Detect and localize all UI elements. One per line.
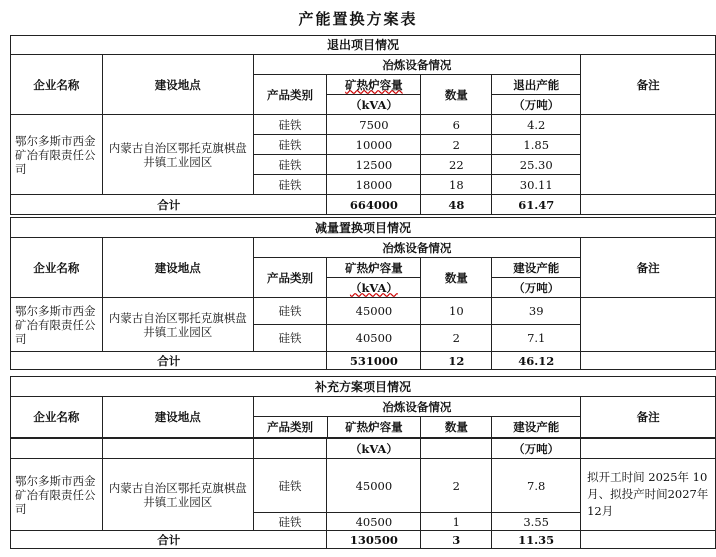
product-cell: 硅铁 [253,175,327,195]
kva-cell: 10000 [327,135,421,155]
section-title: 补充方案项目情况 [11,377,716,397]
remark-cell [581,298,716,352]
empty-cell [102,439,253,459]
equipment-header: 冶炼设备情况 [253,397,581,417]
kva-unit-header: （kVA） [327,439,421,459]
quantity-cell: 2 [421,459,492,513]
product-cell: 硅铁 [253,325,327,352]
remarks-header: 备注 [581,397,716,438]
wan-ton-unit-header: （万吨） [492,278,581,298]
product-cell: 硅铁 [253,298,327,325]
empty-cell [421,439,492,459]
quantity-cell: 10 [421,298,492,325]
company-header: 企业名称 [11,397,103,438]
capacity-header: 矿热炉容量 [327,417,421,438]
quantity-cell: 2 [421,135,492,155]
build-capacity-header: 建设产能 [492,258,581,278]
exit-projects-table [10,35,716,215]
quantity-cell: 6 [421,115,492,135]
kva-unit-header [327,278,421,298]
quantity-header: 数量 [421,417,492,438]
kva-cell: 12500 [327,155,421,175]
total-quantity: 12 [421,352,492,370]
capacity-cell: 25.30 [492,155,581,175]
equipment-header: 冶炼设备情况 [253,238,581,258]
capacity-cell: 7.1 [492,325,581,352]
quantity-cell: 22 [421,155,492,175]
total-kva: 531000 [327,352,421,370]
wan-ton-unit-header: （万吨） [492,439,581,459]
capacity-header [327,258,421,278]
capacity-cell: 39 [492,298,581,325]
location-header: 建设地点 [102,55,253,115]
empty-cell [11,439,103,459]
total-quantity: 48 [421,195,492,215]
kva-cell: 40500 [327,325,421,352]
quantity-cell: 2 [421,325,492,352]
total-label: 合计 [11,352,327,370]
total-label: 合计 [11,195,327,215]
product-type-header: 产品类别 [253,75,327,115]
total-capacity: 11.35 [492,531,581,549]
capacity-cell: 1.85 [492,135,581,155]
capacity-label: 矿热炉容量 [345,77,403,92]
location-value: 内蒙古自治区鄂托克旗棋盘井镇工业园区 [102,115,253,195]
location-value: 内蒙古自治区鄂托克旗棋盘井镇工业园区 [102,298,253,352]
page-title: 产能置换方案表 [298,10,418,28]
product-cell: 硅铁 [253,155,327,175]
total-capacity: 46.12 [492,352,581,370]
total-kva: 130500 [327,531,421,549]
capacity-cell: 3.55 [492,513,581,531]
section-title: 减量置换项目情况 [11,218,716,238]
product-type-header: 产品类别 [253,417,327,438]
total-quantity: 3 [421,531,492,549]
empty-cell [253,439,327,459]
product-type-header: 产品类别 [253,258,327,298]
quantity-cell: 18 [421,175,492,195]
company-name: 鄂尔多斯市西金矿冶有限责任公司 [11,459,103,531]
kva-cell: 45000 [327,459,421,513]
section-title: 退出项目情况 [11,36,716,55]
remark-cell [581,115,716,195]
remark-cell: 拟开工时间 2025年 10月、拟投产时间2027年12月 [581,459,716,531]
supplementary-projects-table [10,438,716,549]
company-name: 鄂尔多斯市西金矿冶有限责任公司 [11,115,103,195]
product-cell: 硅铁 [253,513,327,531]
quantity-cell: 1 [421,513,492,531]
product-cell: 硅铁 [253,115,327,135]
kva-unit-label: （kVA） [349,280,398,295]
location-header: 建设地点 [102,238,253,298]
exit-capacity-header: 退出产能 [492,75,581,95]
reduction-projects-table [10,217,716,370]
capacity-header [327,75,421,95]
total-remark [581,352,716,370]
quantity-header: 数量 [421,75,492,115]
product-cell: 硅铁 [253,135,327,155]
build-capacity-header: 建设产能 [492,417,581,438]
kva-cell: 7500 [327,115,421,135]
company-header: 企业名称 [11,55,103,115]
supplementary-header-table [10,376,716,438]
remarks-header: 备注 [581,55,716,115]
company-header: 企业名称 [11,238,103,298]
empty-cell [581,439,716,459]
wan-ton-unit-header: （万吨） [492,95,581,115]
location-header: 建设地点 [102,397,253,438]
capacity-label: 矿热炉容量 [345,260,403,275]
company-name: 鄂尔多斯市西金矿冶有限责任公司 [11,298,103,352]
total-remark [581,195,716,215]
location-value: 内蒙古自治区鄂托克旗棋盘井镇工业园区 [102,459,253,531]
total-remark [581,531,716,549]
capacity-cell: 30.11 [492,175,581,195]
kva-cell: 40500 [327,513,421,531]
kva-cell: 18000 [327,175,421,195]
total-label: 合计 [11,531,327,549]
quantity-header: 数量 [421,258,492,298]
remarks-header: 备注 [581,238,716,298]
equipment-header: 冶炼设备情况 [253,55,581,75]
capacity-cell: 7.8 [492,459,581,513]
capacity-cell: 4.2 [492,115,581,135]
kva-unit-header: （kVA） [327,95,421,115]
total-capacity: 61.47 [492,195,581,215]
total-kva: 664000 [327,195,421,215]
kva-cell: 45000 [327,298,421,325]
product-cell: 硅铁 [253,459,327,513]
